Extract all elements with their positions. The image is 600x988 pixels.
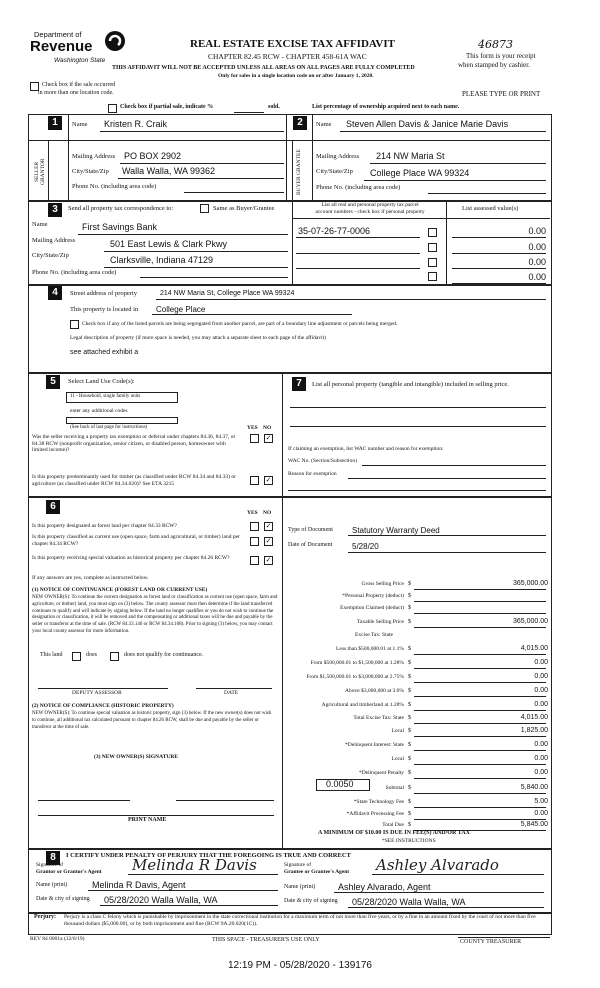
notice2-title: (2) NOTICE OF COMPLIANCE (HISTORIC PROPERTY) <box>32 703 174 709</box>
handwritten-file-number: 46873 <box>478 38 513 51</box>
treasurer-use-only: THIS SPACE - TREASURER'S USE ONLY <box>212 937 320 943</box>
tax-bracket-3-currency: $ <box>408 674 411 680</box>
see-instructions: *SEE INSTRUCTIONS <box>382 838 436 844</box>
grantor-signature[interactable]: Melinda R Davis <box>132 856 257 874</box>
street-label: Street address of property <box>70 290 137 297</box>
taxable-selling-price-label: Taxable Selling Price <box>357 619 404 625</box>
does-checkbox[interactable] <box>72 652 81 661</box>
section-3-number: 3 <box>48 203 62 217</box>
corr-name-label: Name <box>32 221 48 228</box>
does-not-label: does not qualify for continuance. <box>124 652 204 658</box>
gross-selling-price-currency: $ <box>408 581 411 587</box>
grantor-print-name[interactable]: Melinda R Davis, Agent <box>92 880 186 890</box>
assessed-value-4[interactable]: 0.00 <box>528 272 546 282</box>
total-due-currency: $ <box>408 822 411 828</box>
form-warning: THIS AFFIDAVIT WILL NOT BE ACCEPTED UNLESS ALL AREAS ON ALL PAGES ARE FULLY COMPLETED <box>112 65 415 71</box>
gross-selling-price-value[interactable]: 365,000.00 <box>512 580 548 587</box>
doc-date-label: Date of Document <box>288 542 333 548</box>
corr-phone-label: Phone No. (including area code) <box>32 269 117 276</box>
dept-logo-revenue: Revenue <box>30 38 93 55</box>
parcel-header: List all real and personal property tax parcel account numbers - check box if personal property <box>315 202 425 215</box>
local-excise-tax-currency: $ <box>408 728 411 734</box>
does-not-checkbox[interactable] <box>110 652 119 661</box>
assessed-value-3[interactable]: 0.00 <box>528 257 546 267</box>
multiple-location-label: Check box if the sale occurred <box>42 82 116 88</box>
multiple-location-label-2: in more than one location code. <box>38 90 114 96</box>
grantee-signature[interactable]: Ashley Alvarado <box>376 856 499 874</box>
additional-codes-input[interactable] <box>66 417 178 424</box>
land-yes-header: YES <box>247 425 258 431</box>
buyer-name-label: Name <box>316 121 332 128</box>
parcel-personal-checkbox-1[interactable] <box>428 228 437 237</box>
section-2-number: 2 <box>293 116 307 130</box>
deputy-assessor-label: DEPUTY ASSESSOR <box>72 690 122 696</box>
same-as-buyer-checkbox[interactable] <box>200 204 209 213</box>
doc-date[interactable]: 5/28/20 <box>352 542 379 551</box>
exemption-question: Was the seller receiving a property tax exemption or deferral under chapters 84.36, 84.37, or 84.38 RCW (nonprofit organization, senior citizen, or disabled person, homeowner with limited income)? <box>32 434 236 453</box>
historic-yes-checkbox[interactable] <box>250 556 259 565</box>
dept-logo-state: Washington State <box>54 57 106 64</box>
affidavit-processing-fee-currency: $ <box>408 811 411 817</box>
assessed-value-1[interactable]: 0.00 <box>528 226 546 236</box>
wac-label: WAC No. (Section/Subsection) <box>288 458 357 464</box>
tax-bracket-1-value[interactable]: 4,015.00 <box>520 645 548 652</box>
exemption-yes-checkbox[interactable] <box>250 434 259 443</box>
seller-mailing-label: Mailing Address <box>72 153 116 160</box>
forest-question: Is this property designated as forest land per chapter 84.33 RCW? <box>32 523 177 529</box>
tax-bracket-2-label: From $500,000.01 to $1,500,000 at 1.28% <box>310 660 404 666</box>
grantor-date-city[interactable]: 05/28/2020 Walla Walla, WA <box>104 895 218 905</box>
dept-logo-icon <box>104 30 126 52</box>
delinquent-penalty-currency: $ <box>408 770 411 776</box>
subtotal-value[interactable]: 5,840.00 <box>520 784 548 791</box>
tax-agricultural-label: Agricultural and timberland at 1.28% <box>321 702 404 708</box>
timber-question: Is this property predominantly used for timber (as classified under RCW 84.34 and 84.33) or agriculture (as classified under RCW 84.34.020)? See ETA 3215 <box>32 474 236 487</box>
section-4-frame <box>28 284 552 374</box>
local-rate: 0.0050 <box>326 779 354 789</box>
seller-name[interactable]: Kristen R. Craik <box>104 119 168 129</box>
buyer-city-label: City/State/Zip <box>316 168 353 175</box>
this-land-label: This land <box>40 652 63 658</box>
legal-label: Legal description of property (if more space is needed, you may attach a separate sheet to each page of the affidavit) <box>70 335 326 341</box>
single-code-note: Only for sales in a single location code on or after January 1, 2020. <box>218 73 374 79</box>
receipt-note-2: when stamped by cashier. <box>458 61 530 69</box>
land-use-label: Select Land Use Code(s): <box>68 378 135 385</box>
current-use-no-checkbox[interactable]: ✓ <box>265 537 272 545</box>
wac-intro: If claiming an exemption, list WAC number and reason for exemption: <box>288 446 444 452</box>
additional-codes-label: enter any additional codes <box>70 408 128 414</box>
exemption-no-checkbox[interactable]: ✓ <box>265 434 272 442</box>
notice2-text: NEW OWNER(S): To continue special valuation as historic property, sign (3) below. If the new owner(s) does not wish to continue, all additional tax calculated pursuant to chapter 84.26 RCW, shall be due and payable by the seller or transferor at the time of sale. <box>32 711 272 730</box>
assessed-header: List assessed value(s) <box>462 205 519 212</box>
timber-yes-checkbox[interactable] <box>250 476 259 485</box>
see-back-note: (See back of last page for instructions) <box>70 425 148 430</box>
delinquent-interest-state-label: *Delinquent Interest: State <box>345 742 404 748</box>
new-owner-signature-label: (3) NEW OWNER(S) SIGNATURE <box>94 754 178 760</box>
taxable-selling-price-value[interactable]: 365,000.00 <box>512 618 548 625</box>
parcel-personal-checkbox-3[interactable] <box>428 258 437 267</box>
delinquent-penalty-value[interactable]: 0.00 <box>534 769 548 776</box>
buyer-mailing[interactable]: 214 NW Maria St <box>376 151 445 161</box>
county-treasurer-label: COUNTY TREASURER <box>460 939 522 945</box>
same-as-buyer-label: Same as Buyer/Grantee <box>213 205 275 212</box>
land-use-code: 11 - Household, single family units <box>70 394 141 399</box>
seller-city-label: City/State/Zip <box>72 168 109 175</box>
grantee-print-label: Name (print) <box>284 884 316 890</box>
tax-agricultural-value[interactable]: 0.00 <box>534 701 548 708</box>
state-technology-fee-currency: $ <box>408 799 411 805</box>
historic-no-checkbox[interactable]: ✓ <box>265 556 272 564</box>
buyer-city[interactable]: College Place WA 99324 <box>370 168 470 178</box>
form-revision: REV 84 0001a (12/6/19) <box>30 936 85 942</box>
total-excise-state-currency: $ <box>408 715 411 721</box>
local-excise-tax-value[interactable]: 1,825.00 <box>520 727 548 734</box>
buyer-phone-label: Phone No. (including area code) <box>316 184 401 191</box>
affidavit-processing-fee-label: *Affidavit Processing Fee <box>346 811 404 817</box>
local-excise-tax-label: Local <box>391 728 404 734</box>
corr-city[interactable]: Clarksville, Indiana 47129 <box>110 255 214 265</box>
grantor-date-label: Date & city of signing <box>36 896 90 902</box>
parcel-personal-checkbox-4[interactable] <box>428 272 437 281</box>
certify-text: I CERTIFY UNDER PENALTY OF PERJURY THAT THE FOREGOING IS TRUE AND CORRECT <box>66 852 351 859</box>
section-6-number: 6 <box>46 500 60 514</box>
section-5-number: 5 <box>46 375 60 389</box>
doc-type-label: Type of Document <box>288 527 333 533</box>
timber-no-checkbox[interactable]: ✓ <box>265 476 272 484</box>
section-4-number: 4 <box>48 286 62 300</box>
corr-mailing[interactable]: 501 East Lewis & Clark Pkwy <box>110 239 228 249</box>
delinquent-interest-state-value[interactable]: 0.00 <box>534 741 548 748</box>
current-use-question: Is this property classified as current use (open space, farm and agricultural, or timber) land per chapter 84.34 RCW? <box>32 534 240 547</box>
section-8-number: 8 <box>46 851 60 865</box>
does-label: does <box>86 652 97 658</box>
grantor-print-label: Name (print) <box>36 882 68 888</box>
perjury-label: Perjury: <box>34 914 56 920</box>
segregated-checkbox[interactable] <box>70 320 79 329</box>
affidavit-processing-fee-value[interactable]: 0.00 <box>534 810 548 817</box>
delinquent-interest-state-currency: $ <box>408 742 411 748</box>
property-street[interactable]: 214 NW Maria St, College Place WA 99324 <box>160 290 295 297</box>
dept-logo-top: Department of <box>34 30 82 39</box>
gross-selling-price-label: Gross Selling Price <box>361 581 404 587</box>
doc-type[interactable]: Statutory Warranty Deed <box>352 526 440 535</box>
subtotal-label: Subtotal <box>385 785 404 791</box>
exemption-claimed-currency: $ <box>408 605 411 611</box>
partial-sale-label: Check box if partial sale, indicate % <box>120 104 214 110</box>
tax-bracket-2-value[interactable]: 0.00 <box>534 659 548 666</box>
print-name-label: PRINT NAME <box>128 817 167 823</box>
tax-bracket-1-label: Less than $500,000.01 at 1.1% <box>336 646 404 652</box>
parcel-number-1[interactable]: 35-07-26-77-0006 <box>298 226 371 236</box>
forest-yes-checkbox[interactable] <box>250 522 259 531</box>
notice1-text: NEW OWNER(S): To continue the current designation as forest land or classification as current use (open space, farm and agriculture, or timber) land, you must sign on (3) below. The county assessor must then determine if the land transferred continues to qualify and will indicate by signing below. If the land no longer qualifies or you do not wish to continue the designation or classification, it will be removed and the compensating or additional taxes will be due and payable by the seller or transferor at the time of sale. (RCW 84.33.140 or RCW 84.34.108). Prior to signing (3) below, you may contact your local county assessor for more information. <box>32 595 278 634</box>
total-excise-state-value[interactable]: 4,015.00 <box>520 714 548 721</box>
excise-state-label: Excise Tax: State <box>355 632 394 638</box>
if-yes-note: If any answers are yes, complete as instructed below. <box>32 575 149 581</box>
personal-property-label: List all personal property (tangible and intangible) included in selling price. <box>312 381 509 388</box>
tax-bracket-4-label: Above $3,000,000 at 3.0% <box>345 688 404 694</box>
exemption-claimed-label: Exemption Claimed (deduct) <box>340 605 404 611</box>
seller-name-label: Name <box>72 121 88 128</box>
state-technology-fee-label: *State Technology Fee <box>353 799 404 805</box>
legal-description[interactable]: see attached exhibit a <box>70 349 139 356</box>
sold-label: sold. <box>268 104 280 110</box>
section-1-number: 1 <box>48 116 62 130</box>
grantee-date-label: Date & city of signing <box>284 898 338 904</box>
total-due-label: Total Due <box>382 822 404 828</box>
buyer-name[interactable]: Steven Allen Davis & Janice Marie Davis <box>346 119 509 129</box>
send-correspondence-label: Send all property tax correspondence to: <box>68 205 174 212</box>
located-label: This property is located in <box>70 306 139 313</box>
delinquent-interest-local-value[interactable]: 0.00 <box>534 755 548 762</box>
grantee-sig-label: Signature of Grantee or Grantee's Agent <box>284 862 350 875</box>
personal-property-deduct-currency: $ <box>408 593 411 599</box>
historic-question: Is this property receiving special valuation as historical property per chapter 84.26 RCW? <box>32 555 230 561</box>
s6-no-header: NO <box>263 510 272 516</box>
tax-bracket-1-currency: $ <box>408 646 411 652</box>
please-type-note: PLEASE TYPE OR PRINT <box>462 90 541 98</box>
tax-bracket-3-label: From $1,500,000.01 to $3,000,000 at 2.75% <box>306 674 404 680</box>
buyer-side-label: BUYER GRANTEE <box>296 149 302 195</box>
seller-phone-label: Phone No. (including area code) <box>72 183 157 190</box>
tax-bracket-2-currency: $ <box>408 660 411 666</box>
tax-bracket-4-value[interactable]: 0.00 <box>534 687 548 694</box>
corr-name[interactable]: First Savings Bank <box>82 222 158 232</box>
grantor-sig-label: Signature of Grantor or Grantor's Agent <box>36 862 102 875</box>
perjury-text: Perjury is a class C felony which is punishable by imprisonment in the state correctional institution for a maximum term of not more than five years, or by a fine in an amount fixed by the court of not more than five thousand dollars ($5,000.00), or by both imprisonment and fine (RCW 9A.20.020(1C)). <box>64 914 536 927</box>
delinquent-penalty-label: *Delinquent Penalty <box>358 770 404 776</box>
total-excise-state-label: Total Excise Tax: State <box>353 715 404 721</box>
delinquent-interest-local-label: Local <box>391 756 404 762</box>
buyer-mailing-label: Mailing Address <box>316 153 360 160</box>
corr-city-label: City/State/Zip <box>32 252 69 259</box>
parcel-personal-checkbox-2[interactable] <box>428 243 437 252</box>
form-title: REAL ESTATE EXCISE TAX AFFIDAVIT <box>190 38 395 50</box>
minimum-note: A MINIMUM OF $10.00 IS DUE IN FEE(S) AND/OR TAX <box>318 830 470 836</box>
forest-no-checkbox[interactable]: ✓ <box>265 522 272 530</box>
assessed-value-2[interactable]: 0.00 <box>528 242 546 252</box>
notice1-title: (1) NOTICE OF CONTINUANCE (FOREST LAND OR CURRENT USE) <box>32 587 208 593</box>
total-due-value[interactable]: 5,845.00 <box>520 821 548 828</box>
partial-sale-checkbox[interactable] <box>108 104 117 113</box>
tax-bracket-3-value[interactable]: 0.00 <box>534 673 548 680</box>
tax-bracket-4-currency: $ <box>408 688 411 694</box>
land-no-header: NO <box>263 425 272 431</box>
ownership-label: List percentage of ownership acquired next to each name. <box>312 104 460 110</box>
current-use-yes-checkbox[interactable] <box>250 537 259 546</box>
grantee-date-city[interactable]: 05/28/2020 Walla Walla, WA <box>352 897 466 907</box>
s6-yes-header: YES <box>247 510 258 516</box>
delinquent-interest-local-currency: $ <box>408 756 411 762</box>
seller-city[interactable]: Walla Walla, WA 99362 <box>122 166 216 176</box>
recording-stamp: 12:19 PM - 05/28/2020 - 139176 <box>228 960 372 971</box>
form-subtitle: CHAPTER 82.45 RCW - CHAPTER 458-61A WAC <box>208 52 367 61</box>
tax-agricultural-currency: $ <box>408 702 411 708</box>
subtotal-currency: $ <box>408 785 411 791</box>
section-7-number: 7 <box>292 377 306 391</box>
corr-mailing-label: Mailing Address <box>32 237 76 244</box>
personal-property-deduct-label: *Personal Property (deduct) <box>342 593 404 599</box>
segregated-label: Check box if any of the listed parcels are being segregated from another parcel, are part of a boundary line adjustment or parcels being merged. <box>82 321 398 327</box>
state-technology-fee-value[interactable]: 5.00 <box>534 798 548 805</box>
taxable-selling-price-currency: $ <box>408 619 411 625</box>
seller-side-label: SELLER GRANTOR <box>34 158 46 186</box>
seller-mailing[interactable]: PO BOX 2902 <box>124 151 182 161</box>
assessor-date-label: DATE <box>224 690 239 696</box>
property-located[interactable]: College Place <box>156 305 206 314</box>
receipt-note-1: This form is your receipt <box>466 52 536 60</box>
reason-label: Reason for exemption <box>288 471 337 477</box>
grantee-print-name[interactable]: Ashley Alvarado, Agent <box>338 882 431 892</box>
